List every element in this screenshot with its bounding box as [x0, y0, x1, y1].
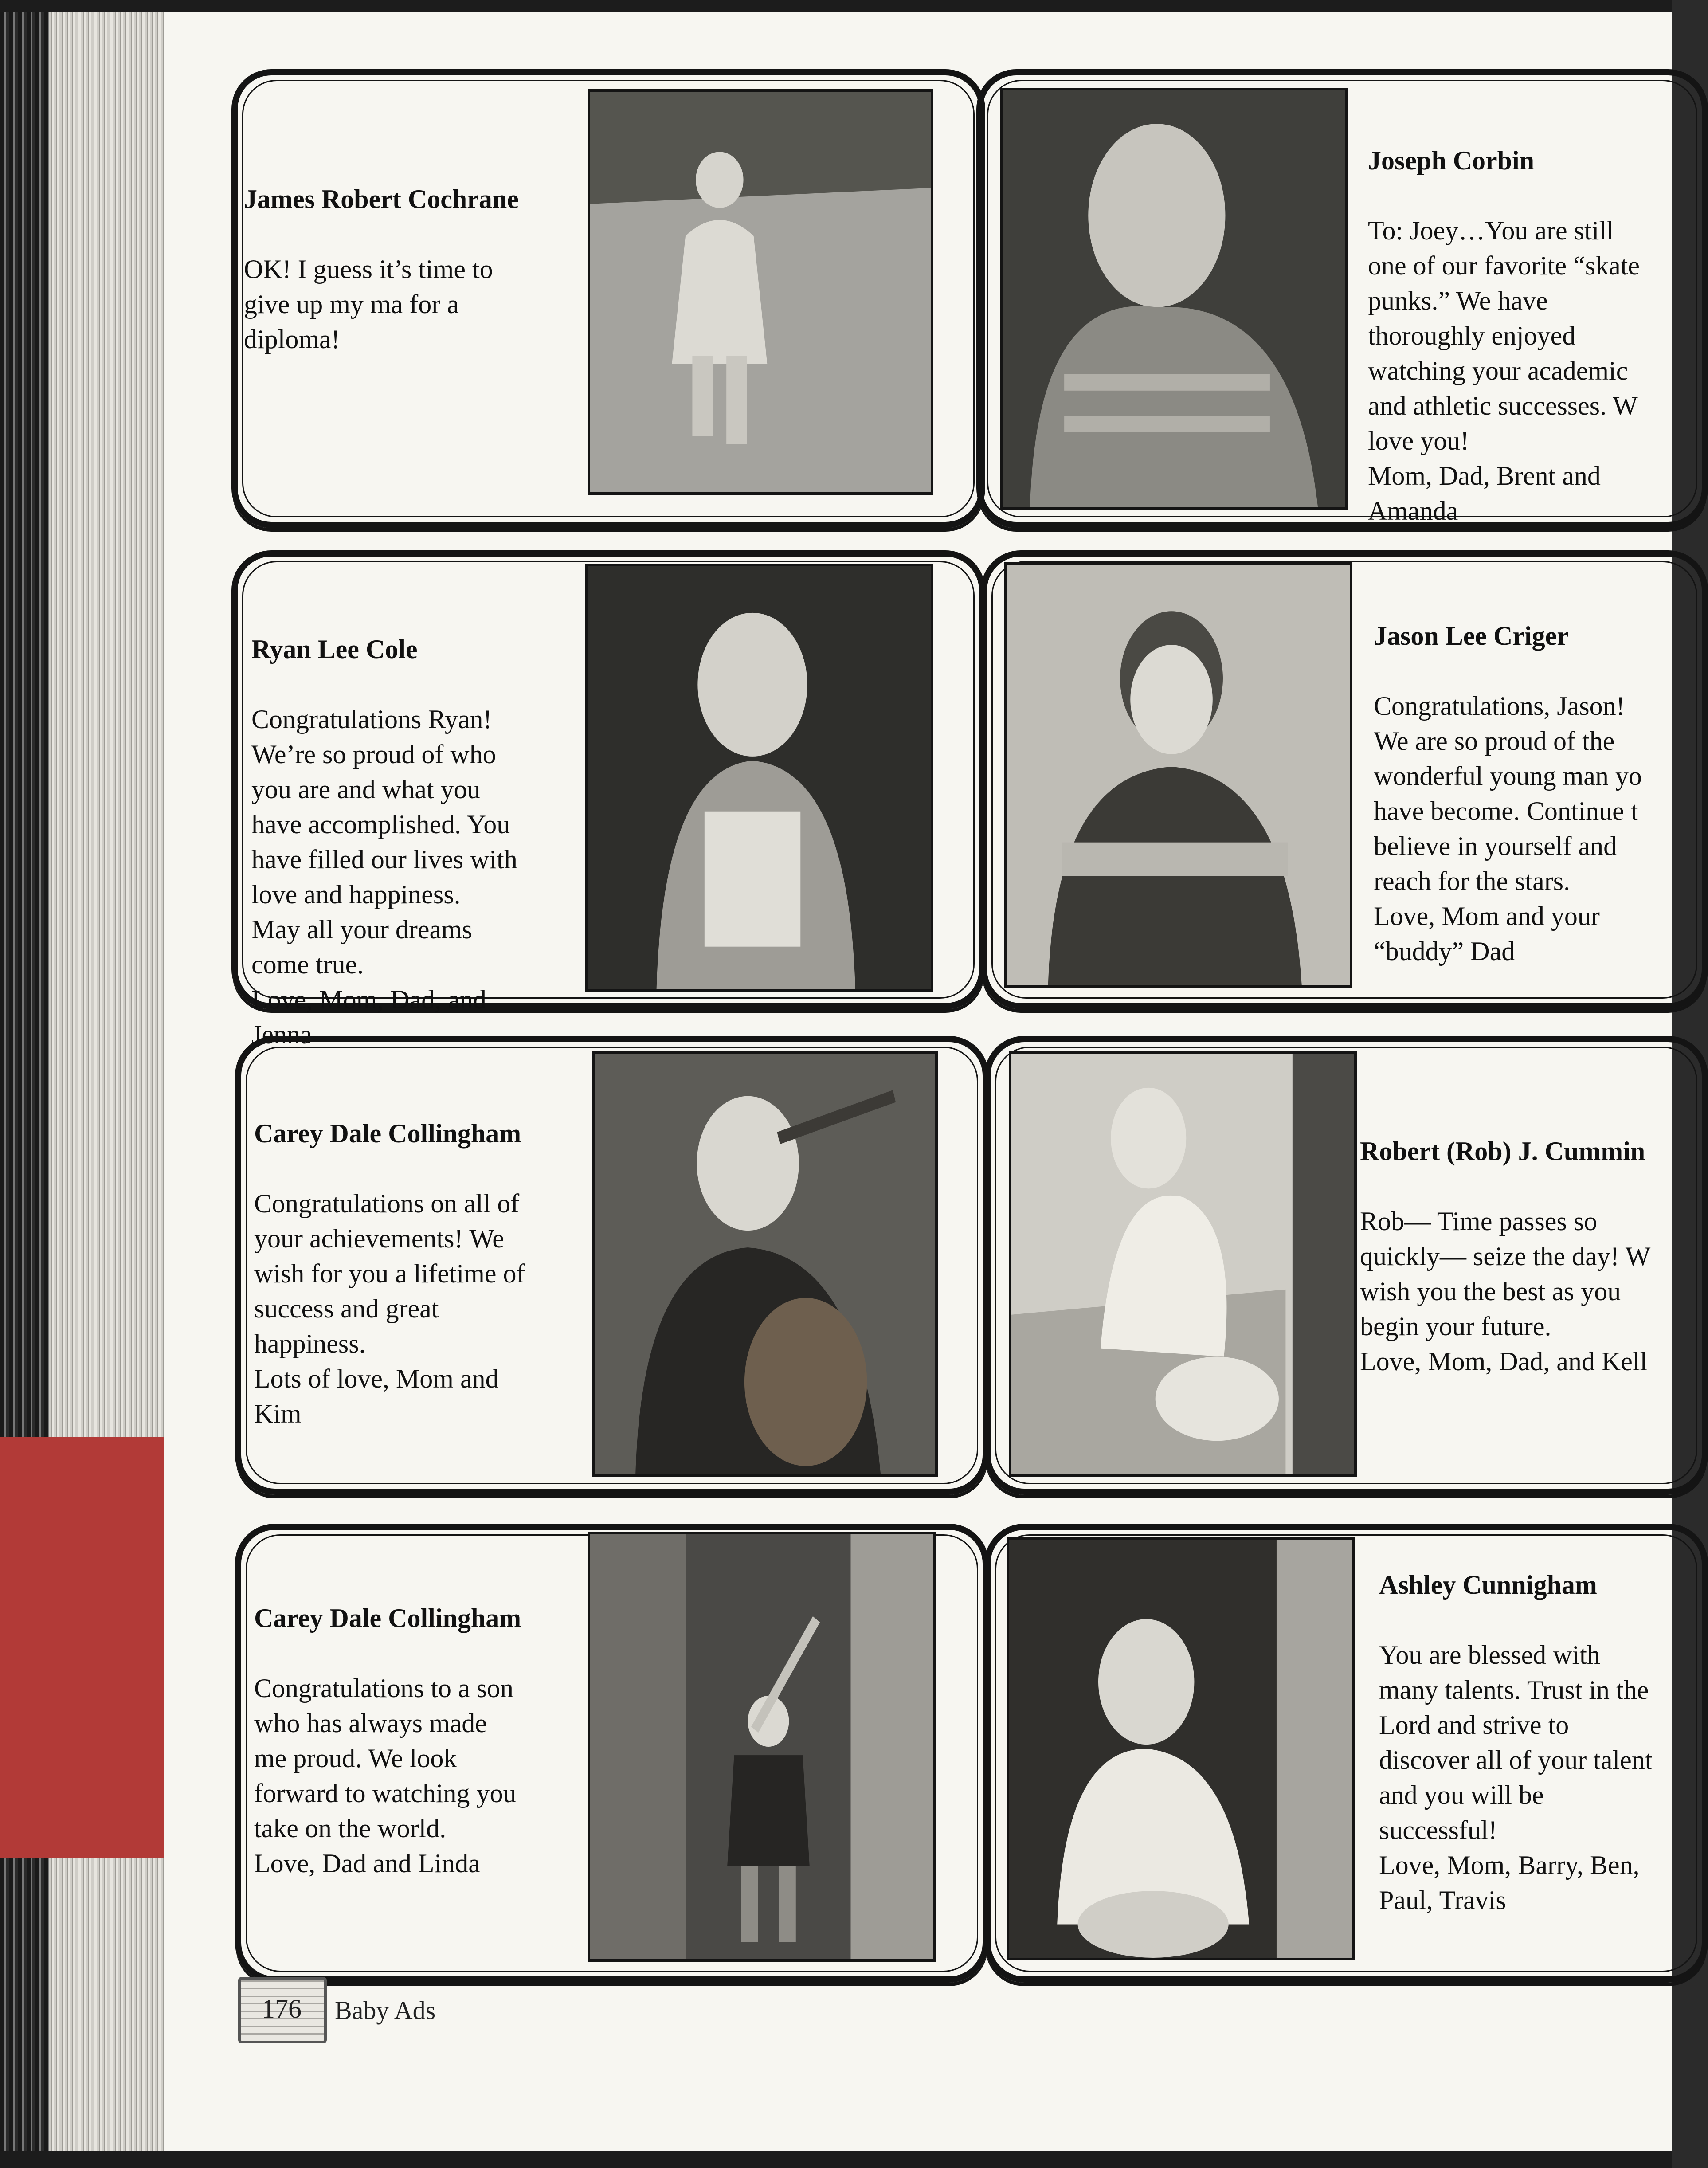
baby-photo [585, 564, 933, 992]
ad-name: Carey Dale Collingham [254, 1119, 521, 1148]
ad-message [254, 1081, 589, 1428]
ad-text: To: Joey…You are still one of our favorite “skate punks.” We have thoroughly enjoyed watching your academic and athletic successes. W love you! Mom, Dad, Brent and Amanda [1368, 216, 1640, 525]
ad-message [254, 1566, 584, 1878]
ad-message [1368, 108, 1672, 525]
ad-message [1360, 1099, 1672, 1376]
ad-text: Congratulations on all of your achievements! We wish for you a lifetime of success and great happiness. Lots of love, Mom and Kim [254, 1189, 525, 1428]
ad-message [251, 597, 582, 1049]
ad-name: Joseph Corbin [1368, 146, 1535, 175]
ad-text: Congratulations to a son who has always made me proud. We look forward to watching you take on the world. Love, Dad and Linda [254, 1674, 517, 1878]
ad-name: Robert (Rob) J. Cummin [1360, 1137, 1645, 1166]
baby-photo [588, 89, 933, 495]
baby-photo [592, 1051, 938, 1477]
baby-photo [1000, 88, 1348, 510]
baby-photo [588, 1532, 936, 1962]
ad-text: Congratulations, Jason! We are so proud of the wonderful young man yo have become. Continue t believe in yourself and reach for the stars. Love, Mom and your “buddy” Dad [1374, 691, 1642, 966]
page-number: 176 [262, 1994, 302, 2023]
ad-name: Jason Lee Criger [1374, 621, 1569, 651]
ad-name: Ashley Cunnigham [1379, 1570, 1597, 1600]
baby-photo [1004, 562, 1352, 988]
yearbook-page [164, 12, 1672, 2151]
ad-text: OK! I guess it’s time to give up my ma for a diploma! [244, 255, 493, 354]
ad-text: You are blessed with many talents. Trust in the Lord and strive to discover all of your talent and you will be successful! Love, Mom, Barry, Ben, Paul, Travis [1379, 1640, 1653, 1915]
ad-text: Congratulations Ryan! We’re so proud of who you are and what you have accomplished. You have filled our lives with love and happiness. May all your dreams come true. Love, Mom, Dad, and Jenna [251, 705, 517, 1049]
scan-bottom-edge [0, 2151, 1672, 2168]
ad-name: James Robert Cochrane [244, 184, 519, 214]
ad-text: Rob— Time passes so quickly— seize the day! W wish you the best as you begin your future. Love, Mom, Dad, and Kell [1360, 1207, 1651, 1376]
ad-message [1379, 1533, 1672, 1915]
red-page-band [0, 1437, 164, 1858]
scan-top-edge [0, 0, 1672, 12]
ad-message [244, 147, 581, 354]
ad-name: Carey Dale Collingham [254, 1603, 521, 1633]
ad-name: Ryan Lee Cole [251, 635, 418, 664]
baby-photo [1007, 1537, 1355, 1960]
ad-message [1374, 584, 1672, 966]
section-label: Baby Ads [335, 1996, 436, 2025]
baby-photo [1009, 1051, 1357, 1477]
